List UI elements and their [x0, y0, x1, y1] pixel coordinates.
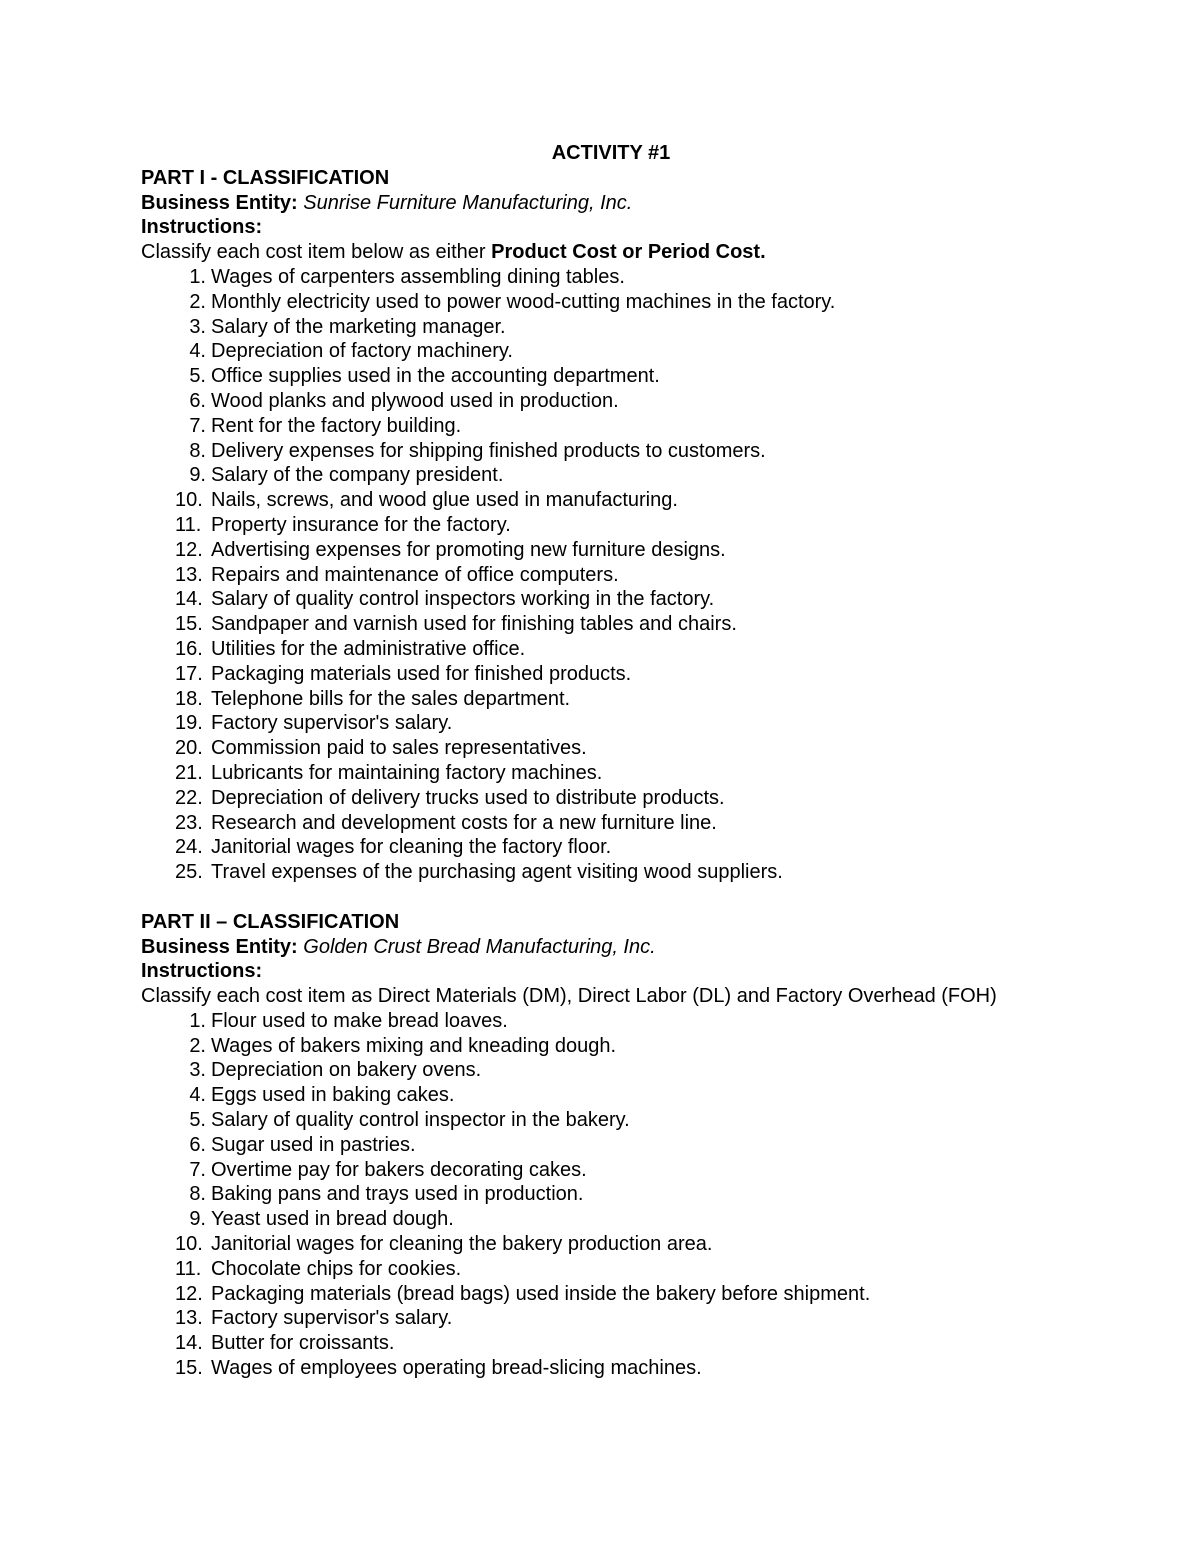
list-item-text: Packaging materials (bread bags) used inside the bakery before shipment.: [211, 1282, 871, 1305]
list-item-number: 16.: [175, 637, 203, 660]
list-item-text: Travel expenses of the purchasing agent visiting wood suppliers.: [211, 861, 783, 884]
list-item-number: 12.: [175, 1282, 203, 1305]
list-item-number: 4.: [189, 340, 206, 363]
list-item: [141, 1232, 1021, 1257]
list-item-number: 13.: [175, 563, 203, 586]
part-2-entity: [141, 935, 1021, 960]
list-item: [141, 1034, 1021, 1059]
list-item-number: 22.: [175, 786, 203, 809]
list-item: [141, 1257, 1021, 1282]
list-item-text: Salary of quality control inspector in the bakery.: [211, 1109, 630, 1132]
list-item-text: Flour used to make bread loaves.: [211, 1009, 508, 1032]
part-2-instructions-label: Instructions:: [141, 960, 263, 983]
list-item-number: 9.: [189, 1208, 206, 1231]
list-item-text: Wages of employees operating bread-slicing machines.: [211, 1357, 702, 1380]
list-item: [141, 637, 1021, 662]
part-2-entity-name: Golden Crust Bread Manufacturing, Inc.: [303, 935, 656, 958]
list-item: [141, 439, 1021, 464]
list-item: [141, 662, 1021, 687]
list-item-number: 2.: [189, 1034, 206, 1057]
list-item-text: Advertising expenses for promoting new furniture designs.: [211, 538, 726, 561]
list-item-text: Monthly electricity used to power wood-cutting machines in the factory.: [211, 290, 836, 313]
part-1-instructions-label: Instructions:: [141, 216, 263, 239]
list-item: [141, 1282, 1021, 1307]
list-item: [141, 1108, 1021, 1133]
list-item: [141, 488, 1021, 513]
list-item-number: 12.: [175, 538, 203, 561]
list-item-text: Salary of the marketing manager.: [211, 315, 506, 338]
list-item-number: 5.: [189, 365, 206, 388]
list-item-number: 3.: [189, 1059, 206, 1082]
list-item-number: 13.: [175, 1307, 203, 1330]
list-item-text: Commission paid to sales representatives.: [211, 737, 587, 760]
list-item: [141, 835, 1021, 860]
list-item-number: 17.: [175, 662, 203, 685]
list-item-number: 11.: [175, 1257, 202, 1280]
list-item-text: Yeast used in bread dough.: [211, 1208, 454, 1231]
list-item: [141, 563, 1021, 588]
list-item-number: 14.: [175, 588, 203, 611]
list-item-number: 14.: [175, 1332, 203, 1355]
part-1-entity: [141, 191, 1021, 216]
part-2-entity-label: Business Entity:: [141, 935, 298, 958]
list-item-number: 25.: [175, 861, 203, 884]
list-item-number: 18.: [175, 687, 203, 710]
part-1-instruction-bold: Product Cost or Period Cost.: [491, 241, 766, 264]
list-item: [141, 315, 1021, 340]
list-item: [141, 736, 1021, 761]
part-1-item-list: [141, 265, 1021, 885]
part-2-section: [141, 910, 1021, 1381]
list-item-text: Butter for croissants.: [211, 1332, 395, 1355]
list-item: [141, 711, 1021, 736]
list-item-number: 15.: [175, 613, 203, 636]
list-item: [141, 1331, 1021, 1356]
list-item-number: 21.: [175, 761, 203, 784]
list-item-number: 6.: [189, 1133, 206, 1156]
list-item-number: 11.: [175, 513, 202, 536]
list-item-text: Office supplies used in the accounting department.: [211, 365, 660, 388]
list-item: [141, 463, 1021, 488]
list-item-number: 19.: [175, 712, 203, 735]
list-item-text: Utilities for the administrative office.: [211, 637, 526, 660]
list-item: [141, 1058, 1021, 1083]
list-item-number: 2.: [189, 290, 206, 313]
list-item: [141, 761, 1021, 786]
list-item: [141, 1182, 1021, 1207]
part-1-entity-name: Sunrise Furniture Manufacturing, Inc.: [303, 191, 633, 214]
list-item-text: Wages of bakers mixing and kneading dough.: [211, 1034, 617, 1057]
list-item-text: Janitorial wages for cleaning the bakery production area.: [211, 1233, 713, 1256]
list-item: [141, 513, 1021, 538]
list-item-number: 24.: [175, 836, 203, 859]
list-item-number: 5.: [189, 1109, 206, 1132]
list-item: [141, 860, 1021, 885]
list-item-text: Depreciation of delivery trucks used to distribute products.: [211, 786, 725, 809]
list-item-text: Baking pans and trays used in production.: [211, 1183, 584, 1206]
list-item-text: Sugar used in pastries.: [211, 1133, 416, 1156]
part-2-instruction: Classify each cost item as Direct Materials (DM), Direct Labor (DL) and Factory Overhead (FOH): [141, 985, 997, 1008]
list-item-number: 8.: [189, 439, 206, 462]
list-item: [141, 290, 1021, 315]
list-item-text: Eggs used in baking cakes.: [211, 1084, 455, 1107]
part-1-instruction-text: Classify each cost item below as either: [141, 241, 492, 264]
list-item-text: Sandpaper and varnish used for finishing tables and chairs.: [211, 613, 737, 636]
part-1-entity-label: Business Entity:: [141, 191, 298, 214]
list-item-number: 1.: [189, 1009, 206, 1032]
list-item: [141, 389, 1021, 414]
list-item-text: Chocolate chips for cookies.: [211, 1257, 462, 1280]
section-gap: [141, 885, 1021, 910]
list-item-number: 20.: [175, 737, 203, 760]
list-item-number: 23.: [175, 811, 203, 834]
document-content: [141, 141, 1021, 1381]
list-item-text: Factory supervisor's salary.: [211, 712, 453, 735]
list-item: [141, 265, 1021, 290]
list-item-text: Salary of the company president.: [211, 464, 504, 487]
list-item: [141, 1083, 1021, 1108]
list-item-text: Delivery expenses for shipping finished products to customers.: [211, 439, 766, 462]
list-item-text: Overtime pay for bakers decorating cakes.: [211, 1158, 587, 1181]
list-item-text: Wood planks and plywood used in production.: [211, 389, 619, 412]
list-item: [141, 786, 1021, 811]
list-item-number: 9.: [189, 464, 206, 487]
list-item-text: Wages of carpenters assembling dining tables.: [211, 265, 625, 288]
list-item-text: Factory supervisor's salary.: [211, 1307, 453, 1330]
list-item-text: Depreciation of factory machinery.: [211, 340, 513, 363]
list-item-text: Property insurance for the factory.: [211, 513, 511, 536]
list-item-text: Salary of quality control inspectors working in the factory.: [211, 588, 715, 611]
list-item: [141, 1009, 1021, 1034]
list-item-text: Janitorial wages for cleaning the factory floor.: [211, 836, 612, 859]
list-item: [141, 364, 1021, 389]
list-item: [141, 687, 1021, 712]
part-1-section: [141, 166, 1021, 885]
list-item: [141, 612, 1021, 637]
list-item: [141, 1133, 1021, 1158]
list-item: [141, 1207, 1021, 1232]
list-item-text: Rent for the factory building.: [211, 414, 462, 437]
list-item-text: Research and development costs for a new furniture line.: [211, 811, 717, 834]
list-item-number: 15.: [175, 1357, 203, 1380]
list-item-number: 4.: [189, 1084, 206, 1107]
list-item-number: 6.: [189, 389, 206, 412]
list-item-number: 7.: [189, 1158, 206, 1181]
list-item: [141, 339, 1021, 364]
list-item-text: Packaging materials used for finished products.: [211, 662, 632, 685]
list-item-number: 10.: [175, 489, 203, 512]
list-item-text: Nails, screws, and wood glue used in manufacturing.: [211, 489, 678, 512]
list-item: [141, 1158, 1021, 1183]
list-item: [141, 1306, 1021, 1331]
list-item-text: Repairs and maintenance of office computers.: [211, 563, 619, 586]
part-1-instruction: [141, 240, 1021, 265]
part-1-heading: PART I - CLASSIFICATION: [141, 166, 390, 189]
page-title: ACTIVITY #1: [551, 142, 671, 164]
list-item-text: Telephone bills for the sales department.: [211, 687, 571, 710]
part-2-heading: PART II – CLASSIFICATION: [141, 910, 400, 933]
list-item-text: Lubricants for maintaining factory machines.: [211, 761, 603, 784]
list-item: [141, 811, 1021, 836]
part-2-item-list: [141, 1009, 1021, 1381]
list-item-number: 7.: [189, 414, 206, 437]
list-item: [141, 414, 1021, 439]
list-item: [141, 587, 1021, 612]
list-item-text: Depreciation on bakery ovens.: [211, 1059, 482, 1082]
list-item-number: 10.: [175, 1233, 203, 1256]
list-item-number: 3.: [189, 315, 206, 338]
list-item-number: 8.: [189, 1183, 206, 1206]
list-item: [141, 1356, 1021, 1381]
list-item: [141, 538, 1021, 563]
list-item-number: 1.: [189, 265, 206, 288]
